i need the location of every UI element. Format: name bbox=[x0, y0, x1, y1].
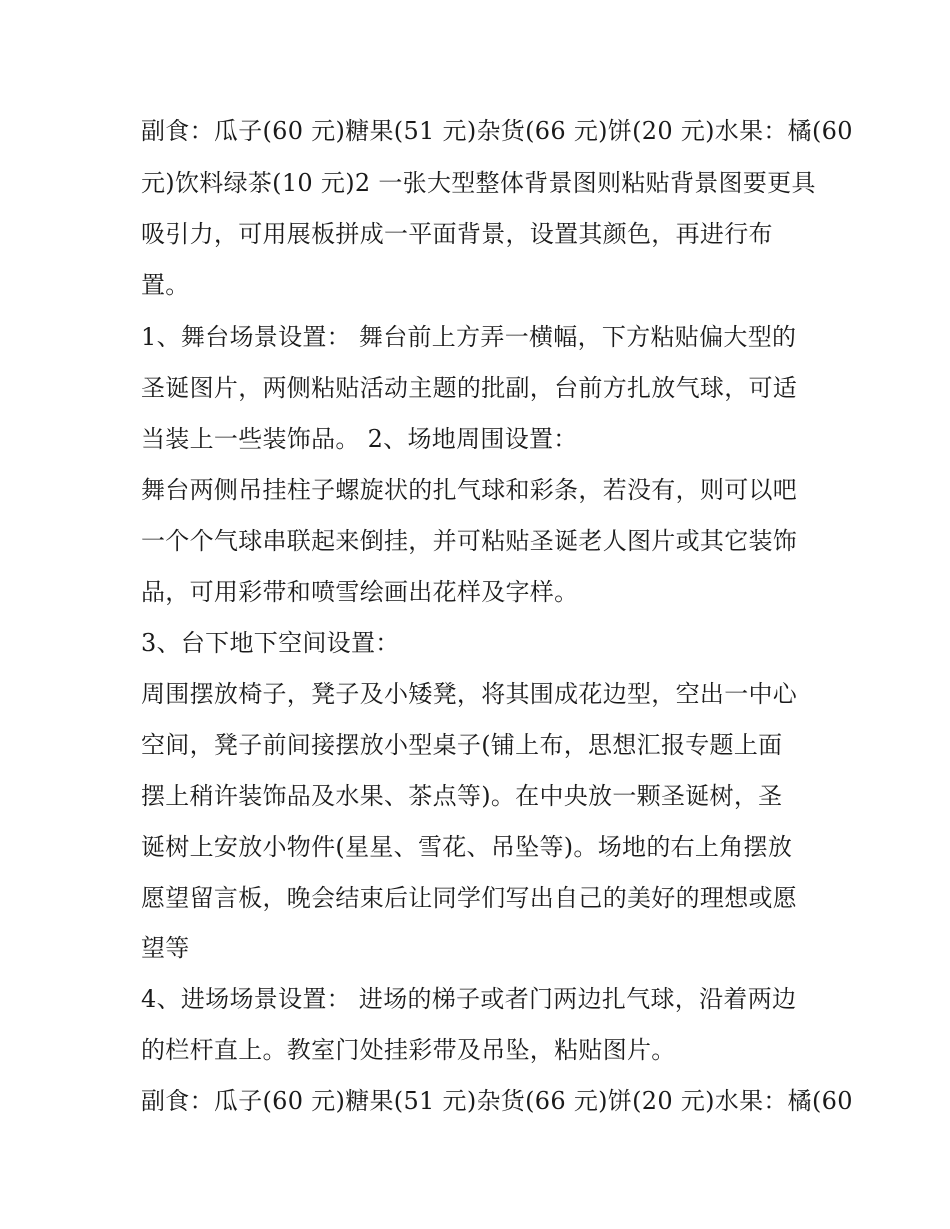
text-line-6: 圣诞图片，两侧粘贴活动主题的批副，台前方扎放气球，可适 bbox=[141, 374, 798, 402]
text-line-4: 置。 bbox=[141, 271, 190, 299]
text-line-17: 望等 bbox=[141, 934, 190, 962]
text-line-5: 1、舞台场景设置： 舞台前上方弄一横幅，下方粘贴偏大型的 bbox=[141, 323, 797, 351]
text-line-12: 周围摆放椅子，凳子及小矮凳，将其围成花边型，空出一中心 bbox=[141, 680, 798, 708]
text-line-14: 摆上稍许装饰品及水果、茶点等)。在中央放一颗圣诞树，圣 bbox=[141, 782, 783, 810]
text-line-16: 愿望留言板，晚会结束后让同学们写出自己的美好的理想或愿 bbox=[141, 884, 798, 912]
text-line-7: 当装上一些装饰品。 2、场地周围设置： bbox=[141, 425, 578, 453]
text-line-20: 副食：瓜子(60 元)糖果(51 元)杂货(66 元)饼(20 元)水果：橘(60 bbox=[141, 1087, 853, 1115]
text-line-13: 空间，凳子前间接摆放小型桌子(铺上布，思想汇报专题上面 bbox=[141, 731, 783, 759]
text-line-1: 副食：瓜子(60 元)糖果(51 元)杂货(66 元)饼(20 元)水果：橘(60 bbox=[141, 117, 853, 145]
text-line-18: 4、进场场景设置： 进场的梯子或者门两边扎气球，沿着两边 bbox=[141, 985, 797, 1013]
text-line-15: 诞树上安放小物件(星星、雪花、吊坠等)。场地的右上角摆放 bbox=[141, 833, 793, 861]
text-line-3: 吸引力，可用展板拼成一平面背景，设置其颜色，再进行布 bbox=[141, 220, 773, 248]
text-line-9: 一个个气球串联起来倒挂，并可粘贴圣诞老人图片或其它装饰 bbox=[141, 527, 798, 555]
text-line-10: 品，可用彩带和喷雪绘画出花样及字样。 bbox=[141, 578, 579, 606]
text-line-19: 的栏杆直上。教室门处挂彩带及吊坠，粘贴图片。 bbox=[141, 1036, 676, 1064]
text-line-11: 3、台下地下空间设置： bbox=[141, 629, 400, 657]
text-line-8: 舞台两侧吊挂柱子螺旋状的扎气球和彩条，若没有，则可以吧 bbox=[141, 476, 798, 504]
text-line-2: 元)饮料绿茶(10 元)2 一张大型整体背景图则粘贴背景图要更具 bbox=[141, 169, 816, 197]
